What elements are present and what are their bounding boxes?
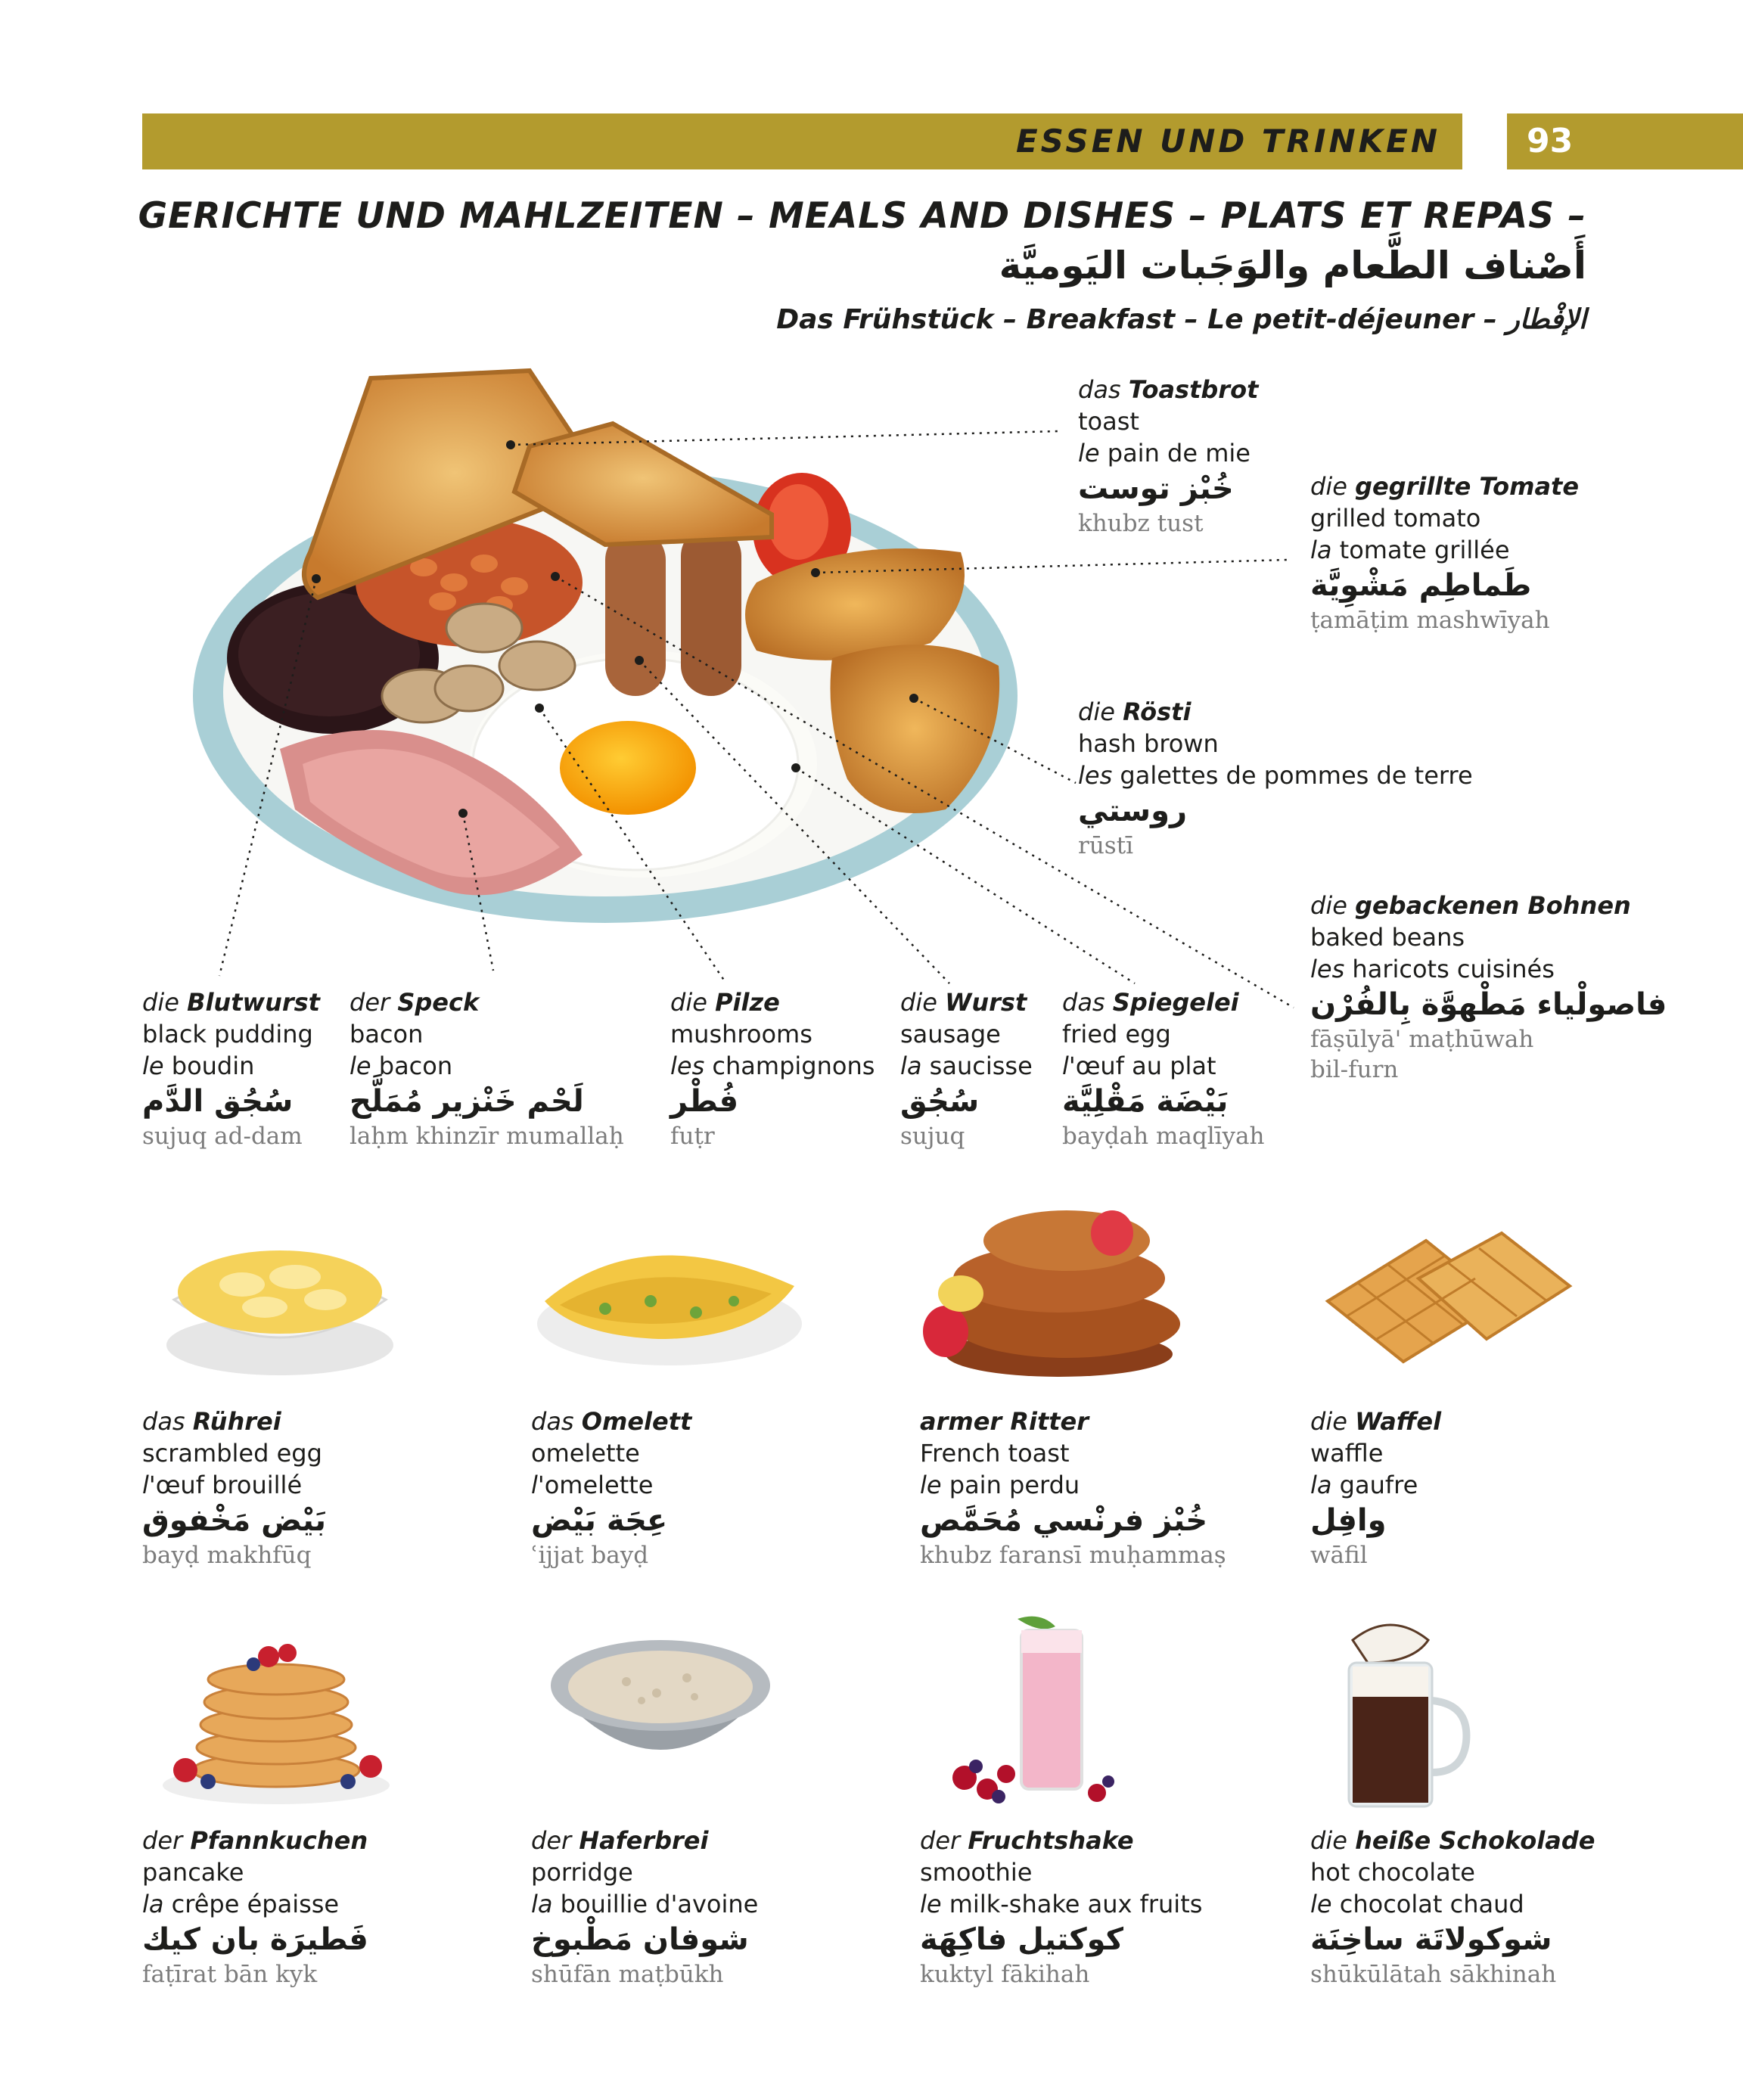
pancake-photo [155,1611,397,1808]
grid-item-porridge: der Haferbrei porridge la bouillie d'avoine شوفان مَطْبوخ shūfān maṭbūkh [531,1826,759,1988]
grid-item-omelette: das Omelett omelette l'omelette عِجَة بَيْض ʿijjat bayḍ [531,1407,692,1569]
grid-item-waffle: die Waffel waffle la gaufre وافِل wāfil [1310,1407,1442,1569]
porridge-photo [543,1625,778,1791]
page-subtitle: Das Frühstück – Breakfast – Le petit-déjeuner – الإفْطار [776,304,1586,335]
label-toast: das Toastbrot toast le pain de mie خُبْز توست khubz tust [1078,375,1259,537]
smoothie-photo [934,1611,1131,1816]
page-title: GERICHTE UND MAHLZEITEN – MEALS AND DISHES – PLATS ET REPAS – [138,195,1586,237]
hot-chocolate-photo [1322,1610,1474,1822]
grid-item-smoothie: der Fruchtshake smoothie le milk-shake aux fruits كوكتيل فاكِهَة kuktyl fākihah [920,1826,1203,1988]
label-mushrooms: die Pilze mushrooms les champignons فُطْر fuṭr [670,988,875,1150]
scrambled-egg-photo [144,1201,416,1383]
label-black-pudding: die Blutwurst black pudding le boudin سُجُق الدَّم sujuq ad-dam [142,988,320,1150]
section-title: ESSEN UND TRINKEN [1015,123,1440,160]
label-hash-brown: die Rösti hash brown les galettes de pommes de terre روستي rūstī [1078,697,1473,859]
page-title-arabic: أَصْناف الطَّعام والوَجَبات اليَوميَّة [999,244,1586,287]
french-toast-photo [915,1195,1195,1384]
omelette-photo [530,1210,809,1377]
grid-item-french-toast: armer Ritter French toast le pain perdu خُبْز فرنْسي مُحَمَّص khubz faransī muḥammaṣ [920,1407,1226,1569]
page-number: 93 [1527,122,1574,160]
label-grilled-tomato: die gegrillte Tomate grilled tomato la tomate grillée طَماطِم مَشْوِيَّة ṭamāṭim mashwīyah [1310,472,1580,634]
grid-item-pancake: der Pfannkuchen pancake la crêpe épaisse فَطيرَة بان كيك faṭīrat bān kyk [142,1826,368,1988]
label-bacon: der Speck bacon le bacon لَحْم خَنْزير مُمَلَّح laḥm khinzīr mumallaḥ [350,988,624,1150]
label-fried-egg: das Spiegelei fried egg l'œuf au plat بَيْضَة مَقْلِيَّة bayḍah maqlīyah [1062,988,1265,1150]
waffle-photo [1313,1210,1585,1377]
grid-item-scrambled-egg: das Rührei scrambled egg l'œuf brouillé بَيْض مَخْفوق bayḍ makhfūq [142,1407,327,1569]
label-baked-beans: die gebackenen Bohnen baked beans les haricots cuisinés فاصولْياء مَطْهوَّة بِالفُرْن fāṣūlyā' maṭhūwah bil-furn [1310,891,1667,1083]
breakfast-plate-photo [182,356,1029,946]
label-sausage: die Wurst sausage la saucisse سُجُق sujuq [900,988,1033,1150]
grid-item-hot-chocolate: die heiße Schokolade hot chocolate le chocolat chaud شوكولاتَة ساخِنَة shūkūlātah sākhinah [1310,1826,1595,1988]
